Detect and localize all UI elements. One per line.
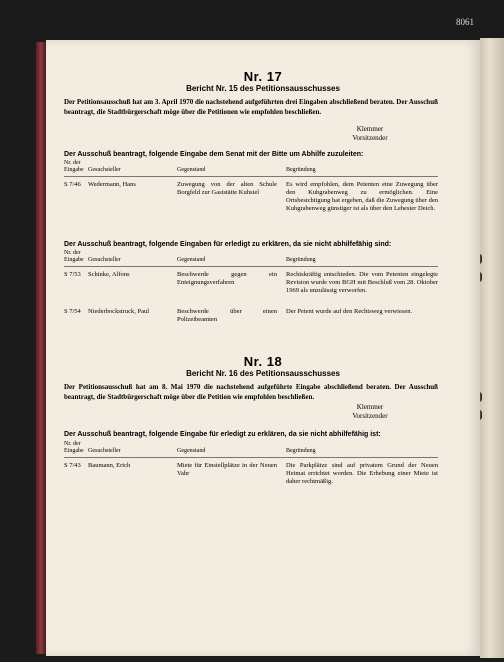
col-nr: Nr. der — [64, 250, 81, 256]
col-gegenstand: Gegenstand — [177, 257, 206, 263]
section-heading: Der Ausschuß beantragt, folgende Eingabe für erledigt zu erklären, da sie nicht abhilfefähig ist: — [64, 431, 381, 438]
table-row — [64, 462, 438, 502]
col-gesuchsteller: Gesuchsteller — [88, 257, 121, 263]
section-heading: Der Ausschuß beantragt, folgende Eingaben für erledigt zu erklären, da sie nicht abhilfefähig sind: — [64, 241, 392, 248]
page-number: 8061 — [456, 17, 474, 27]
section-heading: Der Ausschuß beantragt, folgende Eingabe dem Senat mit der Bitte um Abhilfe zuzuleiten: — [64, 151, 364, 158]
report-title-17: Nr. 17 — [243, 69, 283, 84]
page-edge — [480, 38, 504, 658]
row-gegenstand: Miete für Einstellplätze in der Neuen Vahr — [177, 462, 277, 477]
row-nr: S 7/43 — [64, 462, 81, 469]
book-binding — [36, 42, 46, 654]
report-intro-18: Der Petitionsausschuß hat am 8. Mai 1970 die nachstehend aufgeführte Eingabe abschließend beraten. Der Ausschuß beantragt, die Stadtbürgerschaft möge über die Petition wie empfohlen beschließen. — [64, 383, 438, 401]
row-nr: S 7/46 — [64, 181, 81, 188]
row-begruendung: Die Parkplätze sind auf privatem Grund der Neuen Heimat errichtet worden. Die Erhebung einer Miete ist daher rechtmäßig. — [286, 462, 438, 485]
col-eingabe: Eingabe — [64, 448, 84, 454]
col-eingabe: Eingabe — [64, 257, 84, 263]
chair-role-18: Vorsitzender — [352, 412, 388, 420]
table-row — [64, 181, 438, 237]
row-nr: S 7/54 — [64, 308, 81, 315]
table-header — [64, 441, 438, 458]
col-eingabe: Eingabe — [64, 167, 84, 173]
report-subtitle-18: Bericht Nr. 16 des Petitionsausschusses — [186, 369, 340, 378]
row-begruendung: Es wird empfohlen, dem Petenten eine Zuwegung über den Kuhgrabenweg zu ermöglichen. Eine Ortsbesichtigung hat ergeben, daß die Zuwegung über den Kuhgrabenweg günstiger ist als über den Lehester Deich. — [286, 181, 438, 212]
col-gegenstand: Gegenstand — [177, 448, 206, 454]
chair-name-18: Klemmer — [356, 403, 384, 411]
row-begruendung: Der Petent wurde auf den Rechtsweg verwiesen. — [286, 308, 413, 315]
table-row — [64, 271, 438, 305]
chair-role-17: Vorsitzender — [352, 134, 388, 142]
chair-name-17: Klemmer — [356, 125, 384, 133]
col-begruendung: Begründung — [286, 448, 316, 454]
table-row — [64, 308, 438, 328]
document-page — [46, 40, 480, 656]
table-header — [64, 250, 438, 267]
report-title-18: Nr. 18 — [243, 354, 283, 369]
row-gegenstand: Beschwerde über einen Polizeibeamten — [177, 308, 277, 323]
row-name: Wedermann, Hans — [88, 181, 136, 188]
row-name: Niederbockstruck, Paul — [88, 308, 150, 315]
col-begruendung: Begründung — [286, 257, 316, 263]
report-subtitle-17: Bericht Nr. 15 des Petitionsausschusses — [186, 84, 340, 93]
col-nr: Nr. der — [64, 441, 81, 447]
row-begruendung: Rechtskräftig entschieden. Die vom Petenten eingelegte Revision wurde vom BGH mit Beschluß vom 28. Oktober 1969 als unzulässig verworfen. — [286, 271, 438, 294]
report-intro-17: Der Petitionsausschuß hat am 3. April 1970 die nachstehend aufgeführten drei Eingaben abschließend beraten. Der Ausschuß beantragt, die Stadtbürgerschaft möge über die Petitionen wie empfohlen beschließen. — [64, 98, 438, 116]
col-begruendung: Begründung — [286, 167, 316, 173]
col-gesuchsteller: Gesuchsteller — [88, 448, 121, 454]
row-nr: S 7/53 — [64, 271, 81, 278]
col-nr: Nr. der — [64, 160, 81, 166]
row-name: Schinke, Alfons — [88, 271, 130, 278]
col-gesuchsteller: Gesuchsteller — [88, 167, 121, 173]
col-gegenstand: Gegenstand — [177, 167, 206, 173]
row-name: Baumann, Erich — [88, 462, 131, 469]
table-header — [64, 160, 438, 177]
row-gegenstand: Beschwerde gegen ein Enteignungsverfahren — [177, 271, 277, 286]
row-gegenstand: Zuwegung von der alten Schule Borgfeld zur Gaststätte Kuhsiel — [177, 181, 277, 196]
